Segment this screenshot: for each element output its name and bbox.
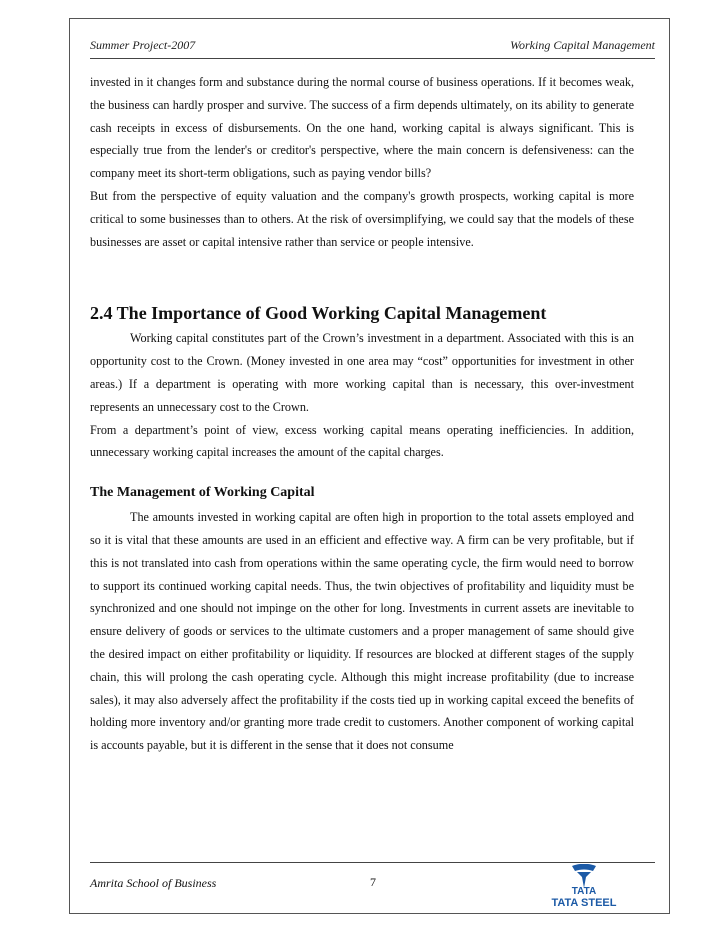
paragraph-working-capital-significance: invested in it changes form and substance during the normal course of business operations. If it becomes weak, the business can hardly prosper and survive. The success of a firm depends ultimately, on its ability to generate cash receipts in excess of disbursements. On the one hand, working capital is always significant. This is especially true from the lender's or creditor's perspective, where the main concern is defensiveness: can the company meet its short-term obligations, such as paying vendor bills? bbox=[90, 75, 634, 181]
footer-school-name: Amrita School of Business bbox=[90, 876, 217, 890]
paragraph-crown-investment: Working capital constitutes part of the Crown’s investment in a department. Associated with this is an opportunity cost to the Crown. (Money invested in one area may “cost” opportunities for investment in other areas.) If a department is operating with more working capital than is necessary, this over-investment represents an unnecessary cost to the Crown. bbox=[90, 331, 634, 414]
section-heading-importance: 2.4 The Importance of Good Working Capital Management bbox=[90, 303, 547, 324]
tata-steel-logo bbox=[540, 864, 628, 908]
paragraph-department-view: From a department’s point of view, excess working capital means operating inefficiencies. In addition, unnecessary working capital increases the amount of the capital charges. bbox=[90, 422, 634, 460]
header-divider bbox=[90, 58, 655, 59]
paragraph-equity-valuation: But from the perspective of equity valuation and the company's growth prospects, working capital is more critical to some businesses than to others. At the risk of oversimplifying, we could say that the models of these businesses are asset or capital intensive rather than service or people intensive. bbox=[90, 188, 634, 249]
subsection-heading-management: The Management of Working Capital bbox=[90, 485, 315, 501]
page-content bbox=[90, 71, 634, 757]
header-project-title: Summer Project-2007 bbox=[90, 38, 196, 52]
logo-bottom-text: TATA STEEL bbox=[551, 897, 617, 908]
page-number: 7 bbox=[370, 875, 376, 889]
logo-top-text: TATA bbox=[571, 886, 597, 897]
footer-divider bbox=[90, 862, 655, 863]
paragraph-management-working-capital: The amounts invested in working capital are often high in proportion to the total assets employed and so it is vital that these amounts are used in an efficient and effective way. A firm can be very profitable, but if this is not translated into cash from operations within the same operating cycle, the firm would need to borrow to support its continued working capital needs. Thus, the twin objectives of profitability and liquidity must be synchronized and one should not impinge on the other for long. Investments in current assets are inevitable to ensure delivery of goods or services to the ultimate customers and a proper management of same should give the desired impact on either profitability or liquidity. If resources are blocked at different stages of the supply chain, this will prolong the cash operating cycle. Although this might increase profitability (due to increase sales), it may also adversely affect the profitability if the costs tied up in working capital exceed the benefits of holding more inventory and/or granting more trade credit to customers. Another component of working capital is accounts payable, but it is different in the sense that it does not consume bbox=[90, 510, 634, 753]
header-document-title: Working Capital Management bbox=[510, 38, 655, 52]
tata-emblem-icon bbox=[572, 864, 596, 888]
page-header bbox=[90, 38, 655, 58]
